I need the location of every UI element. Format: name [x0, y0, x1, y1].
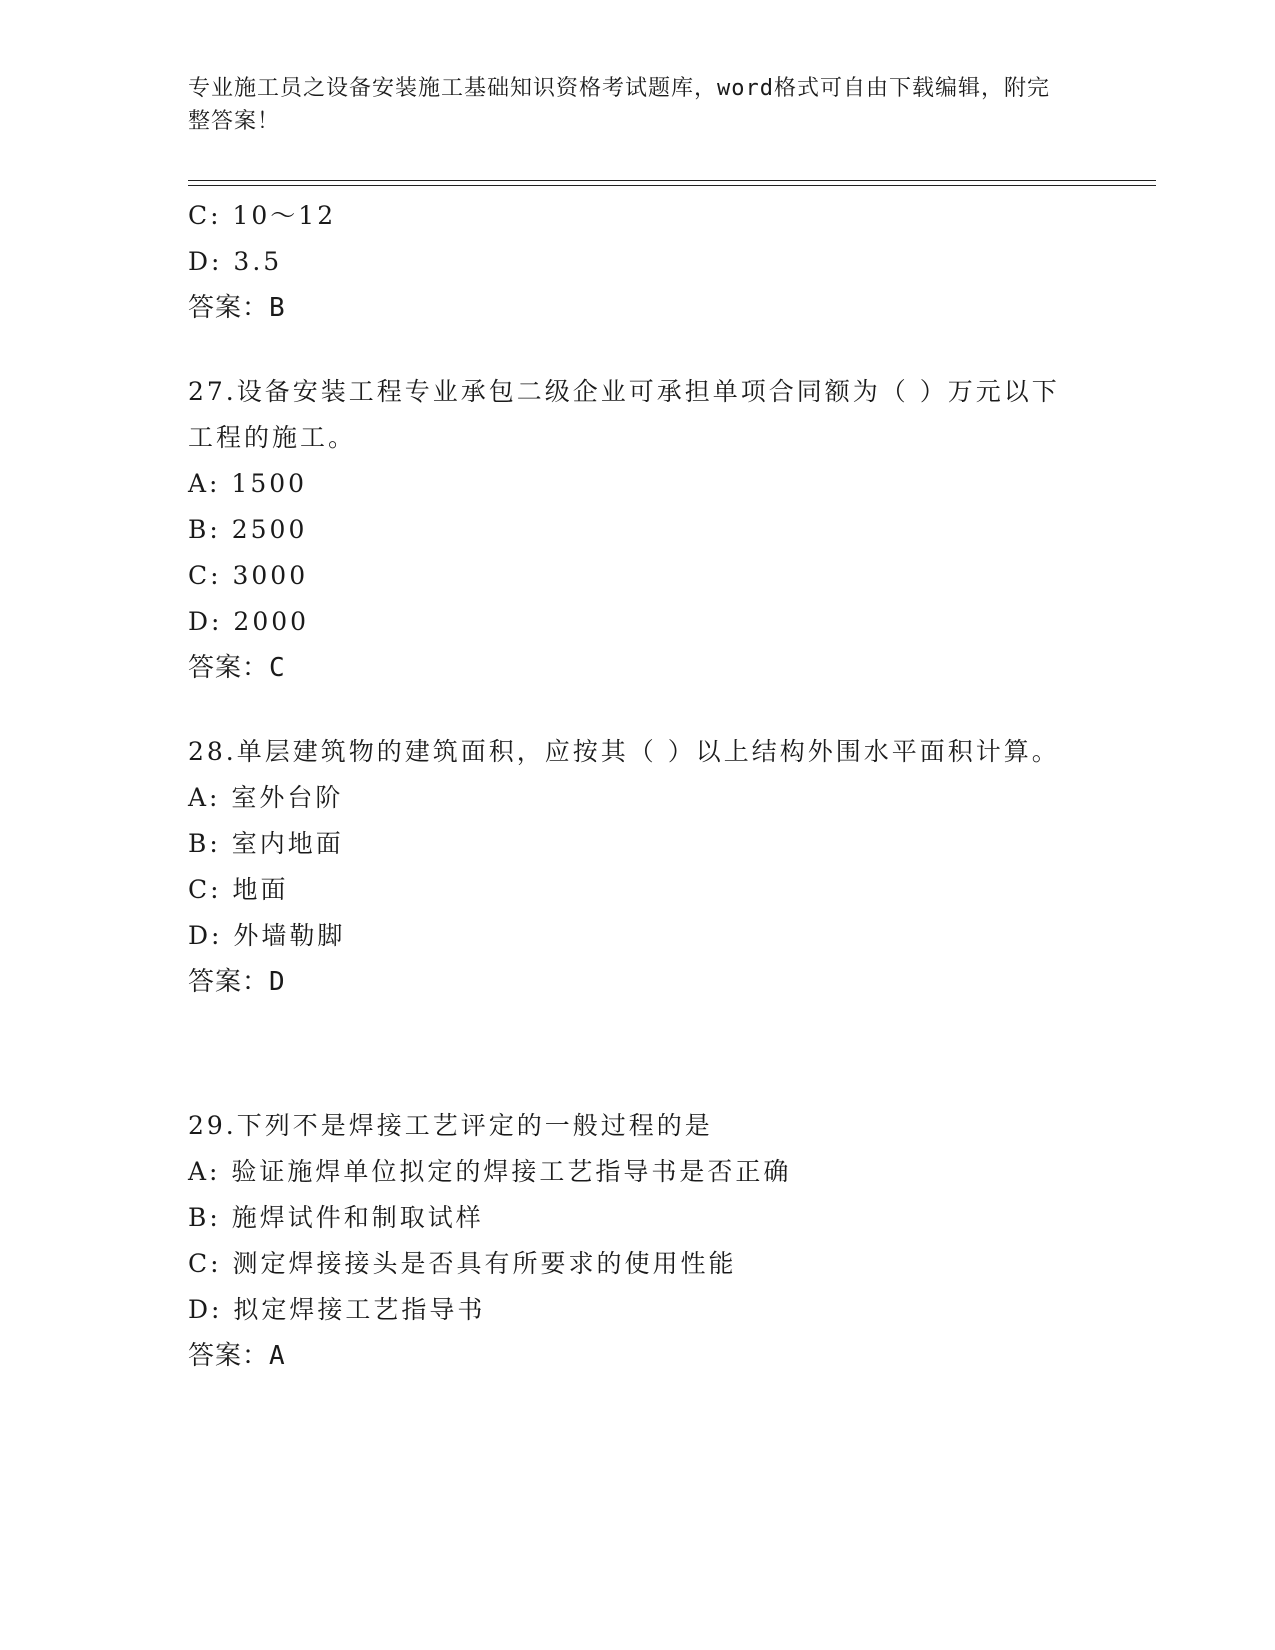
- option-c: C: 10～12: [188, 201, 337, 230]
- option-d: D: 外墙勒脚: [188, 921, 346, 950]
- option-a: A: 验证施焊单位拟定的焊接工艺指导书是否正确: [188, 1157, 792, 1186]
- header-divider-bottom: [188, 185, 1156, 186]
- question-27: [188, 369, 1068, 691]
- answer-line: 答案：B: [188, 293, 286, 323]
- option-b: B: 施焊试件和制取试样: [188, 1203, 484, 1232]
- answer-line: 答案：A: [188, 1341, 286, 1371]
- document-header: 专业施工员之设备安装施工基础知识资格考试题库，word格式可自由下载编辑，附完整答案！: [188, 76, 1050, 134]
- option-b: B: 2500: [188, 515, 308, 544]
- header-divider-top: [188, 180, 1156, 181]
- option-b: B: 室内地面: [188, 829, 344, 858]
- option-c: C: 测定焊接接头是否具有所要求的使用性能: [188, 1249, 737, 1278]
- option-a: A: 室外台阶: [188, 783, 344, 812]
- answer-line: 答案：D: [188, 967, 286, 997]
- option-c: C: 地面: [188, 875, 289, 904]
- option-c: C: 3000: [188, 561, 309, 590]
- question-28: [188, 729, 1068, 1005]
- option-d: D: 3.5: [188, 247, 283, 276]
- option-d: D: 拟定焊接工艺指导书: [188, 1295, 486, 1324]
- answer-line: 答案：C: [188, 653, 286, 683]
- option-a: A: 1500: [188, 469, 308, 498]
- question-stem: 27.设备安装工程专业承包二级企业可承担单项合同额为（ ）万元以下工程的施工。: [188, 377, 1060, 452]
- option-d: D: 2000: [188, 607, 310, 636]
- previous-question-tail: [188, 193, 1068, 331]
- question-stem: 29.下列不是焊接工艺评定的一般过程的是: [188, 1111, 713, 1140]
- question-stem: 28.单层建筑物的建筑面积，应按其（ ）以上结构外围水平面积计算。: [188, 737, 1060, 766]
- question-29: [188, 1103, 1068, 1379]
